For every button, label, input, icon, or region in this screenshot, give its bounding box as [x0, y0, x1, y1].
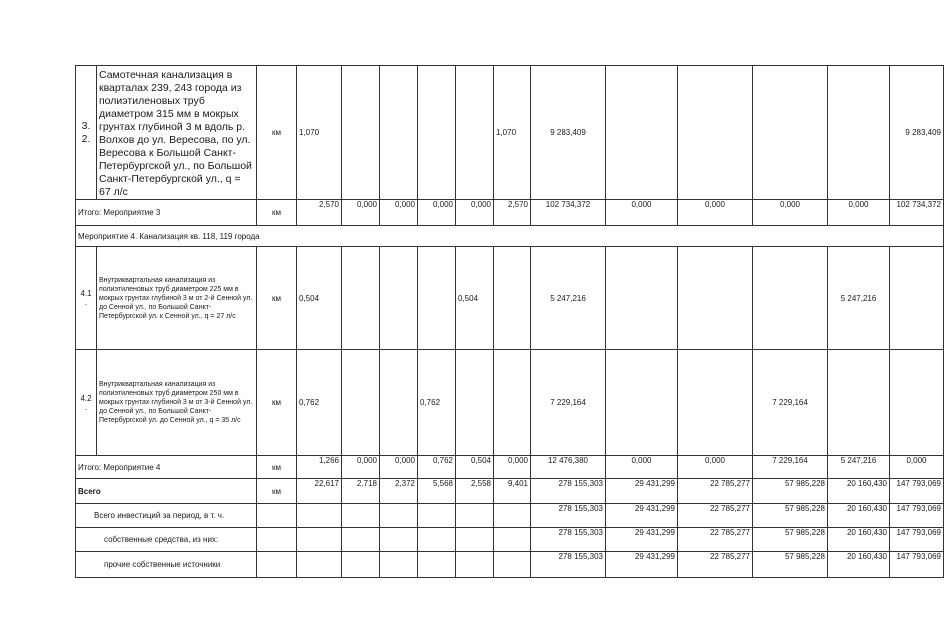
value-cell: 102 734,372	[531, 200, 606, 226]
value-cell	[828, 66, 890, 200]
value-cell: 20 160,430	[828, 504, 890, 528]
value-cell: 1,266	[297, 456, 342, 479]
value-cell: 20 160,430	[828, 528, 890, 552]
value-cell: 29 431,299	[606, 504, 678, 528]
value-cell: 57 985,228	[753, 528, 828, 552]
value-cell: 0,000	[342, 456, 380, 479]
value-cell	[890, 350, 944, 456]
row-section-4	[76, 226, 944, 247]
value-cell: 0,000	[828, 200, 890, 226]
value-cell: 7 229,164	[753, 350, 828, 456]
value-cell	[342, 66, 380, 200]
value-cell	[418, 247, 456, 350]
row-unit: км	[257, 247, 297, 350]
section-header: Мероприятие 4. Канализация кв. 118, 119 города	[76, 226, 944, 247]
row-other	[76, 552, 944, 578]
value-cell: 0,504	[456, 247, 494, 350]
value-cell: 22 785,277	[678, 479, 753, 504]
row-invest	[76, 504, 944, 528]
row-4-2	[76, 350, 944, 456]
value-cell: 0,762	[418, 456, 456, 479]
value-cell: 0,000	[890, 456, 944, 479]
value-cell	[380, 350, 418, 456]
value-cell: 22 785,277	[678, 528, 753, 552]
value-cell: 1,070	[494, 66, 531, 200]
value-cell	[342, 528, 380, 552]
row-label: прочие собственные источники	[76, 552, 257, 578]
value-cell: 12 476,380	[531, 456, 606, 479]
value-cell	[890, 247, 944, 350]
row-unit: км	[257, 200, 297, 226]
value-cell	[606, 350, 678, 456]
value-cell	[494, 552, 531, 578]
value-cell: 29 431,299	[606, 552, 678, 578]
value-cell	[494, 247, 531, 350]
row-number: 3. 2.	[76, 66, 97, 200]
row-number: 4.2 .	[76, 350, 97, 456]
value-cell	[456, 350, 494, 456]
value-cell: 20 160,430	[828, 552, 890, 578]
value-cell	[342, 247, 380, 350]
value-cell: 1,070	[297, 66, 342, 200]
value-cell: 147 793,069	[890, 552, 944, 578]
value-cell: 0,504	[456, 456, 494, 479]
value-cell	[753, 247, 828, 350]
value-cell: 0,000	[342, 200, 380, 226]
row-unit: км	[257, 479, 297, 504]
value-cell	[380, 528, 418, 552]
value-cell	[342, 552, 380, 578]
value-cell: 0,000	[380, 456, 418, 479]
value-cell	[380, 247, 418, 350]
value-cell: 0,762	[297, 350, 342, 456]
value-cell: 0,000	[606, 456, 678, 479]
value-cell: 5 247,216	[531, 247, 606, 350]
value-cell: 0,000	[678, 200, 753, 226]
value-cell	[297, 504, 342, 528]
value-cell	[380, 504, 418, 528]
value-cell: 0,000	[456, 200, 494, 226]
row-unit: км	[257, 456, 297, 479]
value-cell	[418, 504, 456, 528]
row-label: Всего инвестиций за период, в т. ч.	[76, 504, 257, 528]
value-cell: 5 247,216	[828, 247, 890, 350]
value-cell	[418, 528, 456, 552]
value-cell: 147 793,069	[890, 528, 944, 552]
value-cell: 0,000	[753, 200, 828, 226]
row-4-1	[76, 247, 944, 350]
value-cell: 5,568	[418, 479, 456, 504]
value-cell	[380, 552, 418, 578]
row-name: Внутриквартальная канализация из полиэтиленовых труб диаметром 250 мм в мокрых грунтах глубиной 3 м от 3-й Сенной ул. до Сенной ул., по Большой Санкт-Петербургской ул. до Сенной ул., q = 35 л/с	[97, 350, 257, 456]
row-name: Самотечная канализация в кварталах 239, 243 города из полиэтиленовых труб диаметром 315 мм в мокрых грунтах глубиной 3 м вдоль р. Волхов до ул. Вересова, по ул. Вересова к Большой Санкт-Петербургской ул., по Большой Санкт-Петербургской ул., q = 67 л/с	[97, 66, 257, 200]
value-cell	[606, 247, 678, 350]
value-cell: 0,000	[418, 200, 456, 226]
value-cell: 2,558	[456, 479, 494, 504]
value-cell	[418, 552, 456, 578]
value-cell: 278 155,303	[531, 479, 606, 504]
row-unit: км	[257, 66, 297, 200]
value-cell	[678, 66, 753, 200]
value-cell	[342, 350, 380, 456]
value-cell: 22 785,277	[678, 552, 753, 578]
value-cell: 147 793,069	[890, 504, 944, 528]
value-cell: 7 229,164	[531, 350, 606, 456]
value-cell	[342, 504, 380, 528]
value-cell: 20 160,430	[828, 479, 890, 504]
value-cell	[678, 350, 753, 456]
value-cell	[456, 528, 494, 552]
value-cell: 147 793,069	[890, 479, 944, 504]
value-cell	[494, 528, 531, 552]
row-unit: км	[257, 350, 297, 456]
value-cell	[828, 350, 890, 456]
row-label: Итого: Мероприятие 3	[76, 200, 257, 226]
investment-table	[75, 65, 944, 578]
value-cell: 5 247,216	[828, 456, 890, 479]
value-cell	[456, 66, 494, 200]
value-cell: 57 985,228	[753, 552, 828, 578]
value-cell	[753, 66, 828, 200]
row-number: 4.1 .	[76, 247, 97, 350]
value-cell	[494, 350, 531, 456]
value-cell: 22,617	[297, 479, 342, 504]
value-cell: 0,000	[678, 456, 753, 479]
value-cell	[297, 552, 342, 578]
value-cell	[678, 247, 753, 350]
row-itogo-4	[76, 456, 944, 479]
value-cell: 2,718	[342, 479, 380, 504]
value-cell: 278 155,303	[531, 528, 606, 552]
row-label: собственные средства, из них:	[76, 528, 257, 552]
value-cell	[494, 504, 531, 528]
row-vsego	[76, 479, 944, 504]
value-cell: 29 431,299	[606, 479, 678, 504]
value-cell	[380, 66, 418, 200]
value-cell: 0,000	[606, 200, 678, 226]
value-cell: 7 229,164	[753, 456, 828, 479]
row-label: Итого: Мероприятие 4	[76, 456, 257, 479]
value-cell	[418, 66, 456, 200]
value-cell: 278 155,303	[531, 552, 606, 578]
row-label: Всего	[76, 479, 257, 504]
value-cell	[456, 504, 494, 528]
value-cell: 2,570	[297, 200, 342, 226]
value-cell: 0,000	[380, 200, 418, 226]
row-3-2	[76, 66, 944, 200]
value-cell: 2,570	[494, 200, 531, 226]
value-cell: 278 155,303	[531, 504, 606, 528]
row-name: Внутриквартальная канализация из полиэтиленовых труб диаметром 225 мм в мокрых грунтах глубиной 3 м от 2-й Сенной ул. до Сенной ул., по Большой Санкт-Петербургской ул. к Сенной ул., q = 27 л/с	[97, 247, 257, 350]
row-own	[76, 528, 944, 552]
row-itogo-3	[76, 200, 944, 226]
value-cell: 29 431,299	[606, 528, 678, 552]
value-cell: 57 985,228	[753, 479, 828, 504]
value-cell: 9 283,409	[531, 66, 606, 200]
value-cell: 9,401	[494, 479, 531, 504]
value-cell	[456, 552, 494, 578]
value-cell: 22 785,277	[678, 504, 753, 528]
value-cell: 9 283,409	[890, 66, 944, 200]
value-cell: 57 985,228	[753, 504, 828, 528]
value-cell	[297, 528, 342, 552]
value-cell: 0,762	[418, 350, 456, 456]
value-cell	[606, 66, 678, 200]
value-cell: 0,504	[297, 247, 342, 350]
value-cell: 0,000	[494, 456, 531, 479]
value-cell: 102 734,372	[890, 200, 944, 226]
value-cell: 2,372	[380, 479, 418, 504]
